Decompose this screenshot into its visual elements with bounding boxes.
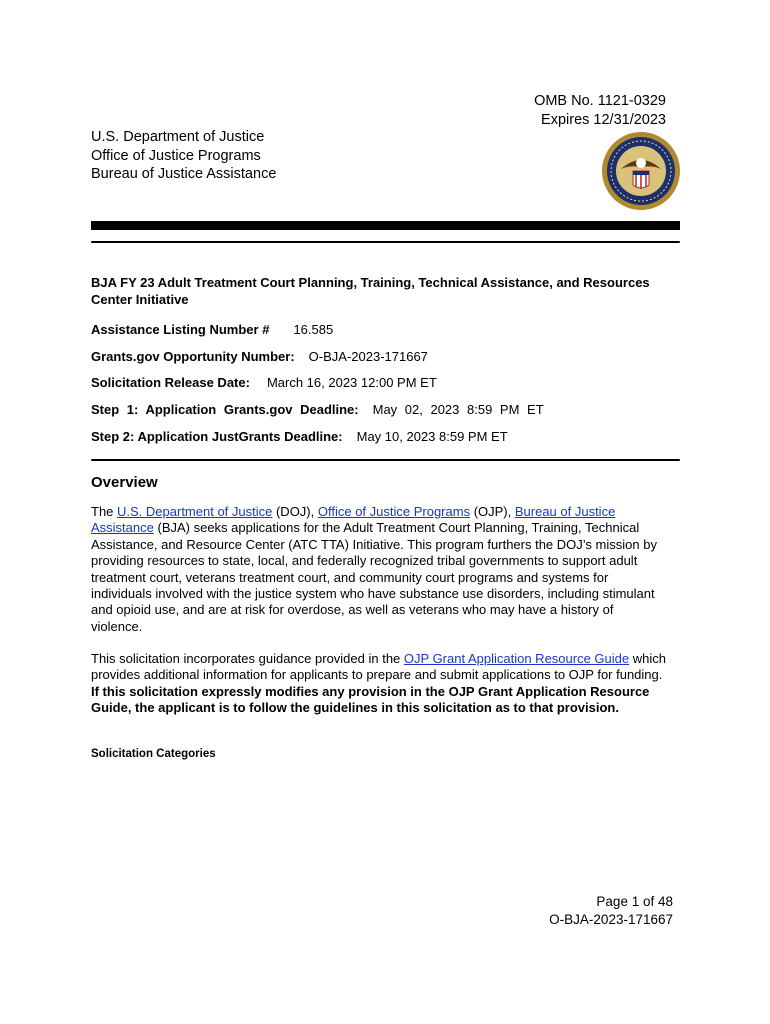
doj-seal-icon <box>601 131 681 211</box>
overview-paragraph-1 <box>91 504 666 635</box>
page-number: Page 1 of 48 <box>596 894 673 909</box>
agency-ojp: Office of Justice Programs <box>91 147 261 164</box>
solicitation-title: BJA FY 23 Adult Treatment Court Planning, Training, Technical Assistance, and Resources Center Initiative <box>91 275 650 307</box>
field-step2-deadline <box>91 429 508 445</box>
text: The <box>91 504 118 519</box>
field-label: Solicitation Release Date: <box>91 375 250 390</box>
field-step1-deadline <box>91 402 544 418</box>
bold-provision-text: If this solicitation expressly modifies any provision in the OJP Grant Application Resource Guide, the applicant is to follow the guidelines in this solicitation as to that provision. <box>91 683 650 716</box>
field-label: Grants.gov Opportunity Number: <box>91 349 295 364</box>
field-release-date <box>91 375 437 391</box>
omb-number: OMB No. 1121-0329 <box>534 93 666 109</box>
page-footer <box>549 893 673 929</box>
agency-block <box>91 128 276 184</box>
solicitation-categories-heading: Solicitation Categories <box>91 748 216 760</box>
field-value: May 02, 2023 8:59 PM ET <box>372 402 544 417</box>
link-ojp[interactable]: Office of Justice Programs <box>317 504 471 519</box>
header-rule-thick <box>91 221 680 230</box>
link-bja[interactable]: Bureau of Justice Assistance <box>91 504 616 536</box>
field-label: Assistance Listing Number # <box>91 322 270 337</box>
overview-heading: Overview <box>91 474 158 491</box>
field-assistance-listing <box>91 322 333 338</box>
agency-bja: Bureau of Justice Assistance <box>91 166 277 182</box>
text: This solicitation incorporates guidance provided in the <box>91 651 404 666</box>
field-label: Step 2: Application JustGrants Deadline: <box>91 429 343 444</box>
field-value: May 10, 2023 8:59 PM ET <box>356 429 508 444</box>
field-opportunity-number <box>91 349 428 365</box>
field-value: March 16, 2023 12:00 PM ET <box>266 375 437 390</box>
text: (OJP), <box>470 504 515 519</box>
footer-solicitation-id: O-BJA-2023-171667 <box>549 912 673 927</box>
field-value: O-BJA-2023-171667 <box>308 349 428 364</box>
header-rule-thin <box>91 241 680 243</box>
text: (BJA) seeks applications for the Adult Treatment Court Planning, Training, Technical Assistance, and Resource Center (ATC TTA) Initiative. This program furthers the DOJ’s mission by providing resources to state, local, and federally recognized tribal governments to support adult treatment court, veterans treatment court, and community court programs and systems for individuals involved with the justice system who have substance use disorders, including stimulant and opioid use, and are at risk for overdose, as well as veterans who may have a history of violence. <box>91 520 657 634</box>
agency-doj: U.S. Department of Justice <box>91 129 265 145</box>
link-ojp-resource-guide[interactable]: OJP Grant Application Resource Guide <box>403 651 630 666</box>
link-doj[interactable]: U.S. Department of Justice <box>117 504 273 519</box>
overview-paragraph-2 <box>91 651 666 717</box>
omb-block <box>534 92 666 129</box>
section-rule <box>91 459 680 461</box>
text: which provides additional information for applicants to prepare and submit applications to OJP for funding. <box>91 651 666 683</box>
omb-expires: Expires 12/31/2023 <box>541 111 666 128</box>
text: (DOJ), <box>272 504 318 519</box>
field-label: Step 1: Application Grants.gov Deadline: <box>91 402 359 417</box>
field-value: 16.585 <box>293 322 334 337</box>
